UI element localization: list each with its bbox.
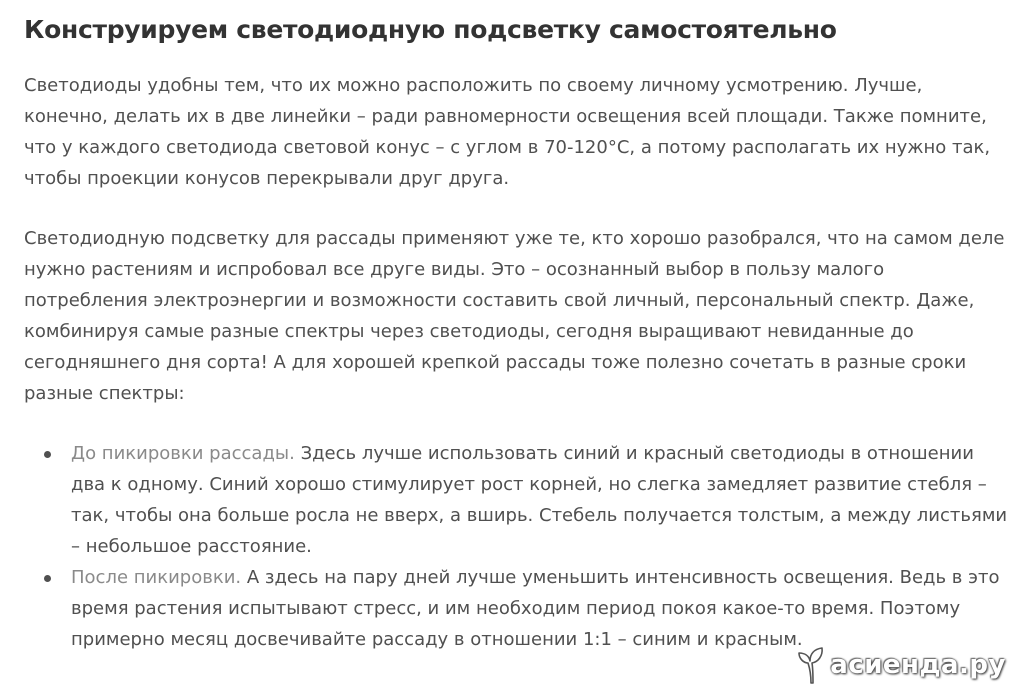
article-paragraph: Светодиодную подсветку для рассады применяют уже те, кто хорошо разобрался, что на самом деле нужно растениям и испробовал все друге виды. Это – осознанный выбор в пользу малого потребления электроэнергии и возможности составить свой личный, персональный спектр. Даже, комбинируя самые разные спектры через светодиоды, сегодня выращивают невиданные до сегодняшнего дня сорта! А для хорошей крепкой рассады тоже полезно сочетать в разные сроки разные спектры: [24, 228, 1005, 404]
list-item [24, 562, 1008, 655]
article-paragraph: Светодиоды удобны тем, что их можно расположить по своему личному усмотрению. Лучше, конечно, делать их в две линейки – ради равномерности освещения всей площади. Также помните, что у каждого светодиода световой конус – с углом в 70-120°С, а потому располагать их нужно так, чтобы проекции конусов перекрывали друг друга. [24, 75, 991, 189]
list-item [24, 438, 1008, 562]
bullet-icon [44, 575, 51, 582]
watermark [796, 645, 1006, 685]
bullet-text: А здесь на пару дней лучше уменьшить интенсивность освещения. Ведь в это время растения испытывают стресс, и им необходим период покоя какое-то время. Поэтому примерно месяц досвечивайте рассаду в отношении 1:1 – синим и красным. [71, 567, 1000, 650]
article [24, 10, 1008, 655]
bullet-text: Здесь лучше использовать синий и красный светодиоды в отношении два к одному. Синий хорошо стимулирует рост корней, но слегка замедляет развитие стебля – так, чтобы она больше росла не вверх, а вширь. Стебель получается толстым, а между листьями – небольшое расстояние. [71, 443, 1008, 557]
watermark-text: асиенда.ру [830, 650, 1006, 680]
bullet-lead: После пикировки. [71, 567, 242, 588]
bullet-lead: До пикировки рассады. [71, 443, 295, 464]
leaf-icon [796, 645, 826, 685]
article-title: Конструируем светодиодную подсветку самостоятельно [24, 15, 837, 44]
bullet-list [24, 438, 1008, 655]
bullet-icon [44, 451, 51, 458]
